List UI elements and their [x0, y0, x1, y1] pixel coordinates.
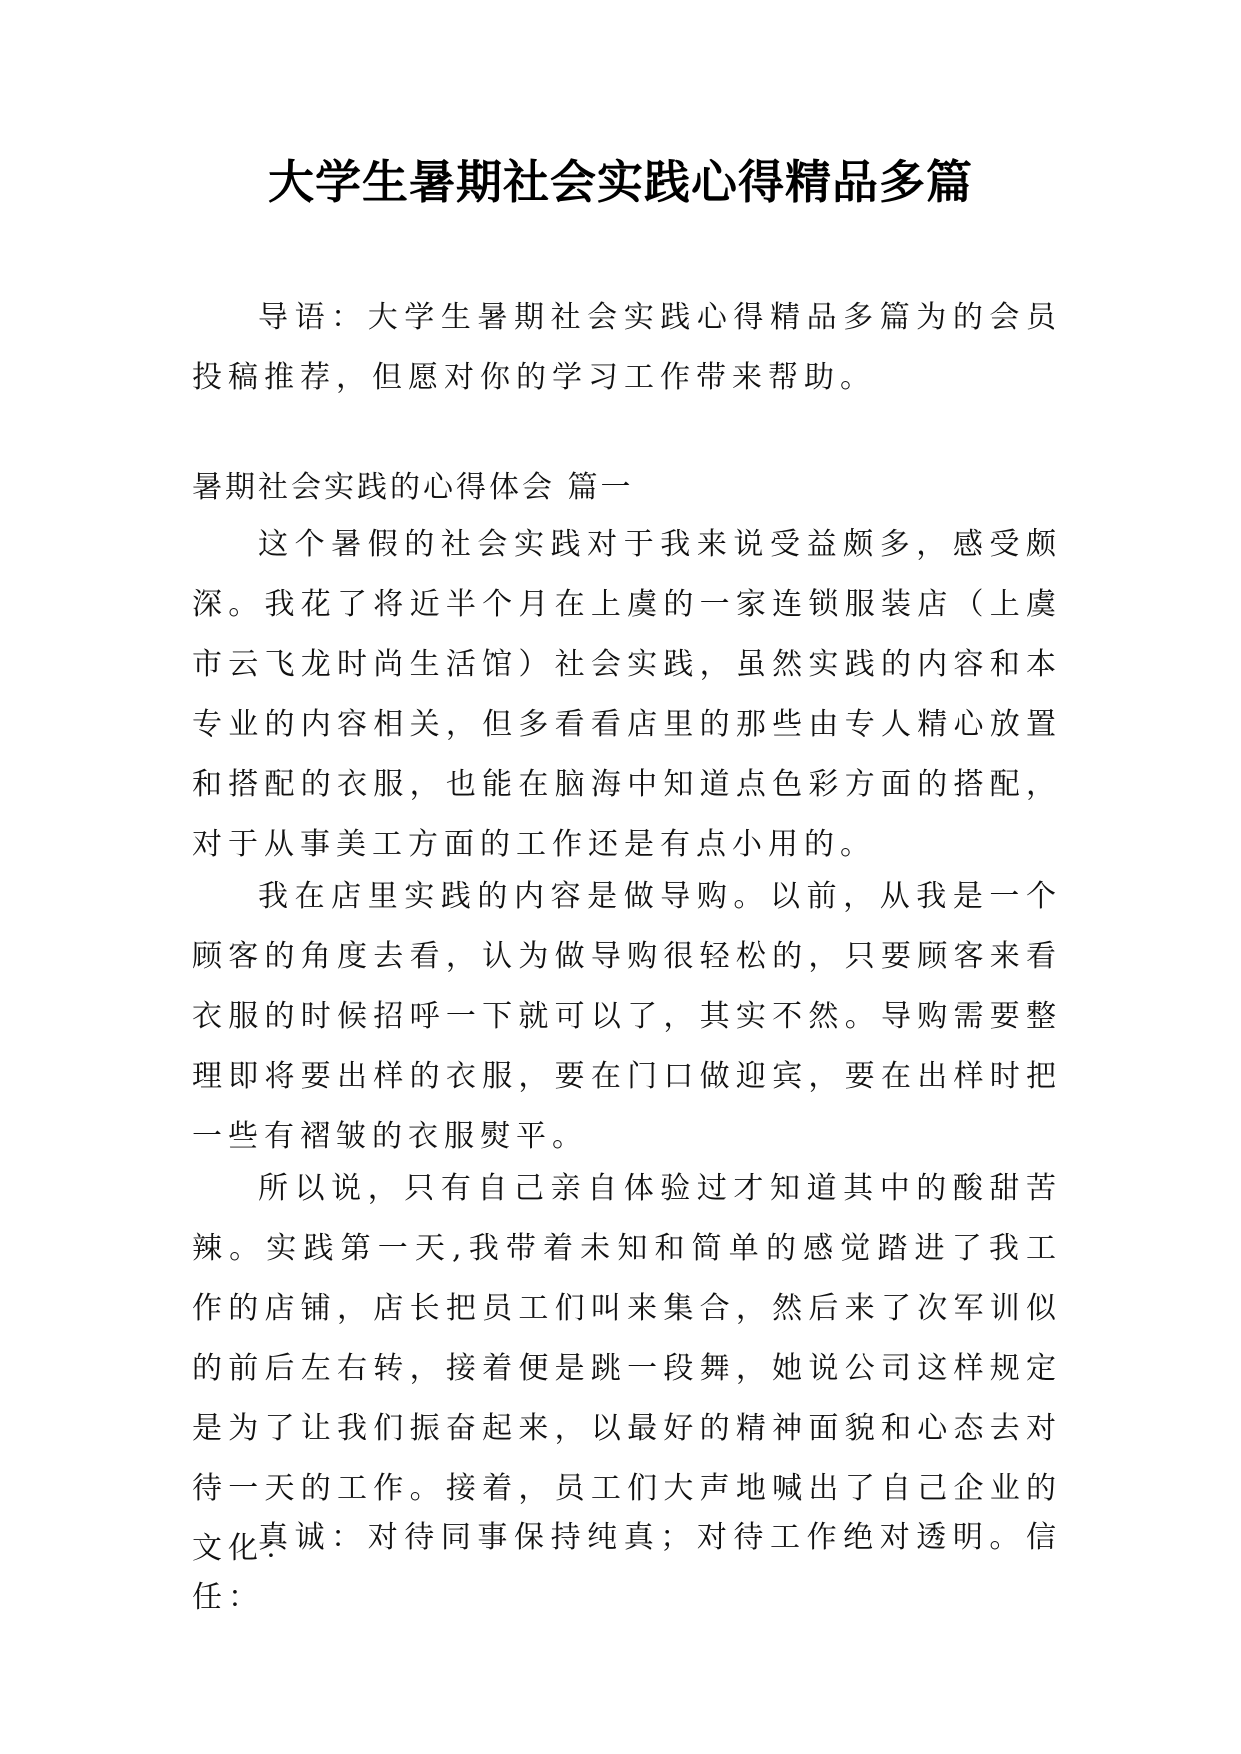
body-paragraph: 这个暑假的社会实践对于我来说受益颇多，感受颇深。我花了将近半个月在上虞的一家连锁服装店（上虞市云飞龙时尚生活馆）社会实践，虽然实践的内容和本专业的内容相关，但多看看店里的那些由专人精心放置和搭配的衣服，也能在脑海中知道点色彩方面的搭配，对于从事美工方面的工作还是有点小用的。	[192, 527, 1062, 862]
document-title: 大学生暑期社会实践心得精品多篇	[268, 155, 973, 209]
section-heading: 暑期社会实践的心得体会 篇一	[192, 470, 634, 505]
intro-paragraph: 导语：大学生暑期社会实践心得精品多篇为的会员投稿推荐，但愿对你的学习工作带来帮助。	[192, 300, 1062, 395]
body-paragraph: 所以说，只有自己亲自体验过才知道其中的酸甜苦辣。实践第一天,我带着未知和简单的感觉踏进了我工作的店铺，店长把员工们叫来集合，然后来了次军训似的前后左右转，接着便是跳一段舞，她说公司这样规定是为了让我们振奋起来，以最好的精神面貌和心态去对待一天的工作。接着，员工们大声地喊出了自己企业的文化：	[192, 1171, 1062, 1566]
body-paragraph: 真诚：对待同事保持纯真；对待工作绝对透明。信任：	[192, 1520, 1062, 1615]
body-paragraph: 我在店里实践的内容是做导购。以前，从我是一个顾客的角度去看，认为做导购很轻松的，只要顾客来看衣服的时候招呼一下就可以了，其实不然。导购需要整理即将要出样的衣服，要在门口做迎宾，要在出样时把一些有褶皱的衣服熨平。	[192, 879, 1062, 1154]
